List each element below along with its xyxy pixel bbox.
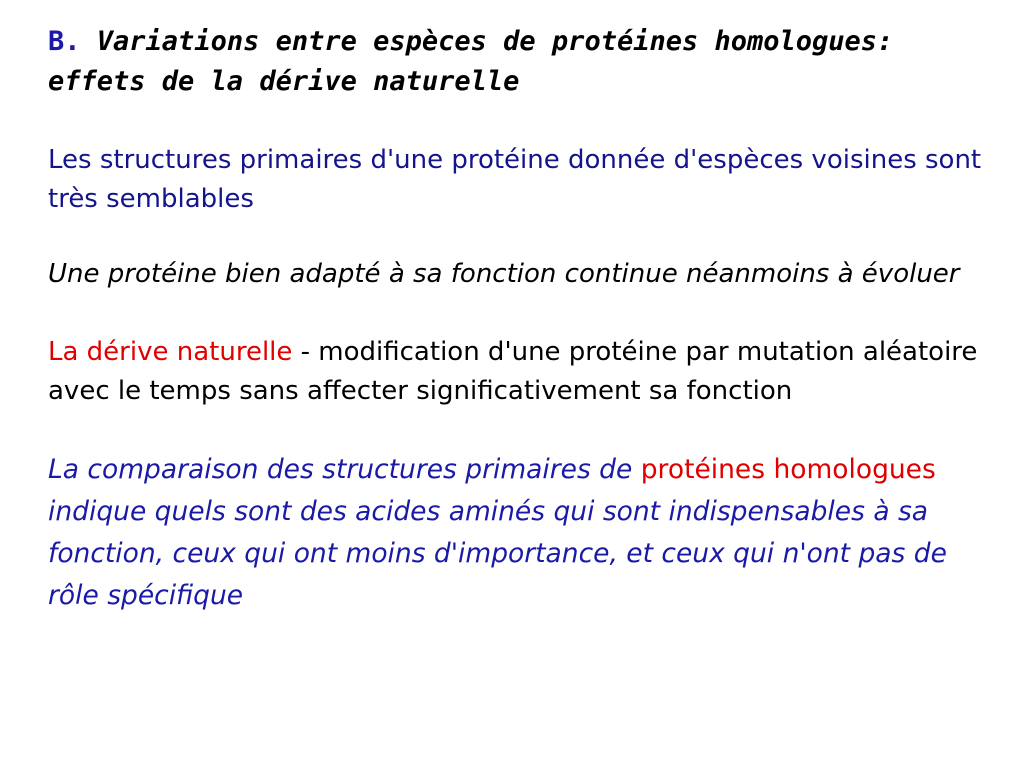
comparison-rest: indique quels sont des acides aminés qui sont indispensables à sa fonction, ceux qui ont moins d'importance, et ceux qui n'ont pas de rôle spécifique [48,496,947,611]
derive-definition: - modification d'une protéine par mutation aléatoire avec le temps sans affecter significativement sa fonction [48,337,978,406]
title-text: Variations entre espèces de protéines homologues: effets de la dérive naturelle [48,26,894,97]
paragraph-comparison [48,449,983,617]
paragraph-derive [48,333,983,411]
section-label: B. [48,26,81,57]
homologues-highlight: protéines homologues [640,454,936,485]
comparison-start: La comparaison des structures primaires de [48,454,641,485]
derive-highlight: La dérive naturelle [48,337,293,367]
paragraph-structures: Les structures primaires d'une protéine donnée d'espèces voisines sont très semblables [48,145,982,214]
slide-title [48,22,983,102]
slide [48,22,983,617]
paragraph-evolution: Une protéine bien adapté à sa fonction continue néanmoins à évoluer [48,259,960,289]
